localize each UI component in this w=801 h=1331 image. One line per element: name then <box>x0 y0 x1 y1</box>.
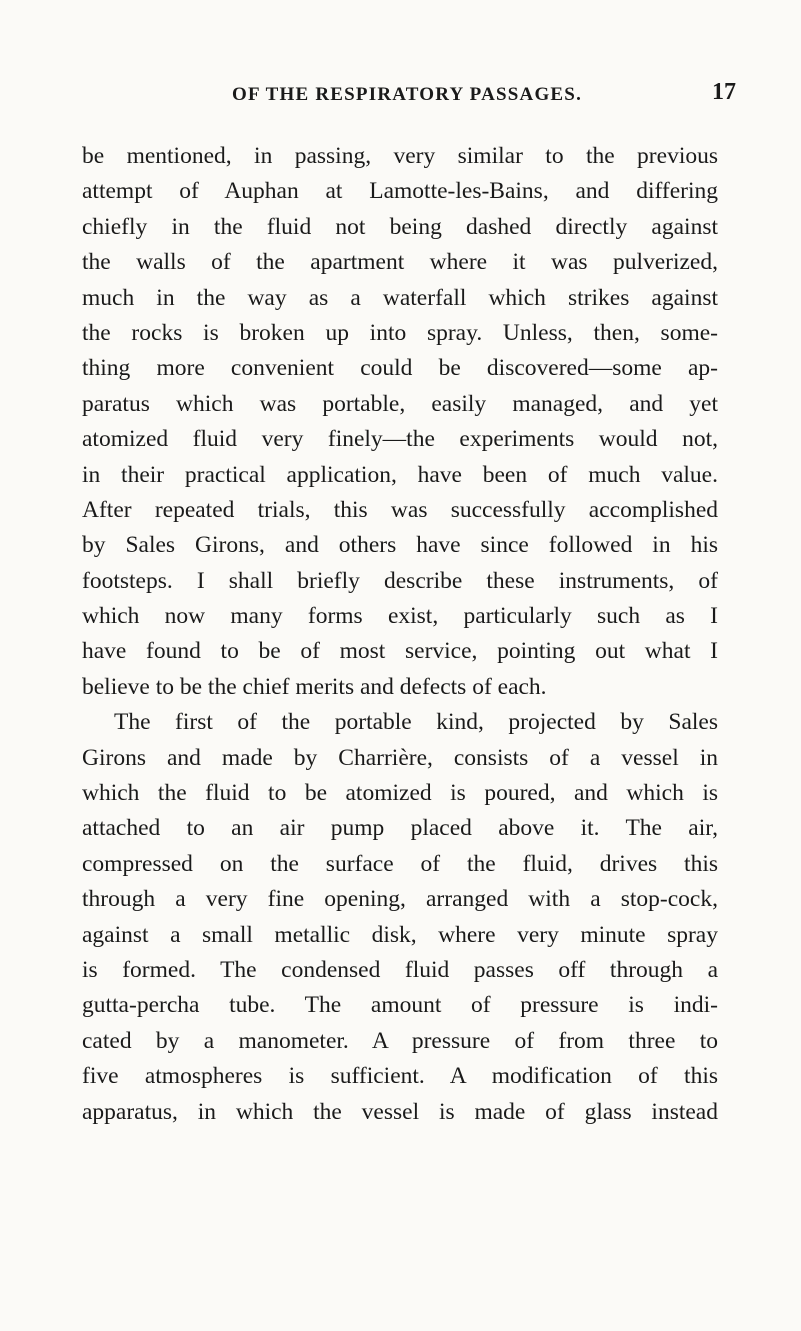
body-text <box>82 139 718 1130</box>
text-line: attempt of Auphan at Lamotte-les-Bains, and differing <box>82 178 718 205</box>
text-line: gutta-percha tube. The amount of pressure is indi- <box>82 992 718 1019</box>
text-line: compressed on the surface of the fluid, drives this <box>82 850 718 877</box>
text-line: through a very fine opening, arranged with a stop-cock, <box>82 886 718 913</box>
text-line: cated by a manometer. A pressure of from three to <box>82 1027 718 1054</box>
text-line: chiefly in the fluid not being dashed directly against <box>82 213 718 240</box>
text-line: thing more convenient could be discovered—some ap- <box>82 355 718 382</box>
text-line: believe to be the chief merits and defects of each. <box>82 673 547 700</box>
text-line: atomized fluid very finely—the experiments would not, <box>82 426 718 453</box>
text-line: is formed. The condensed fluid passes off through a <box>82 956 718 983</box>
text-line: paratus which was portable, easily managed, and yet <box>82 390 718 417</box>
text-line: The first of the portable kind, projected by Sales <box>114 709 718 736</box>
text-line: the rocks is broken up into spray. Unless, then, some- <box>82 319 718 346</box>
text-line: be mentioned, in passing, very similar to the previous <box>82 143 718 169</box>
text-line: Girons and made by Charrière, consists of a vessel in <box>82 744 718 771</box>
text-line: attached to an air pump placed above it. The air, <box>82 815 718 842</box>
running-title: OF THE RESPIRATORY PASSAGES. <box>232 84 583 105</box>
text-line: five atmospheres is sufficient. A modification of this <box>82 1063 718 1090</box>
text-line: much in the way as a waterfall which strikes against <box>82 284 718 311</box>
text-line: the walls of the apartment where it was pulverized, <box>82 249 718 276</box>
page-number: 17 <box>712 79 736 105</box>
text-line: in their practical application, have been of much value. <box>82 461 718 488</box>
text-line: apparatus, in which the vessel is made of glass instead <box>82 1098 718 1125</box>
text-line: After repeated trials, this was successfully accomplished <box>82 496 718 523</box>
text-line: which now many forms exist, particularly such as I <box>82 603 718 630</box>
text-line: by Sales Girons, and others have since followed in his <box>82 532 718 559</box>
text-line: against a small metallic disk, where very minute spray <box>82 921 718 948</box>
text-line: which the fluid to be atomized is poured, and which is <box>82 780 718 807</box>
text-line: have found to be of most service, pointing out what I <box>82 638 718 665</box>
text-line: footsteps. I shall briefly describe these instruments, of <box>82 567 718 594</box>
